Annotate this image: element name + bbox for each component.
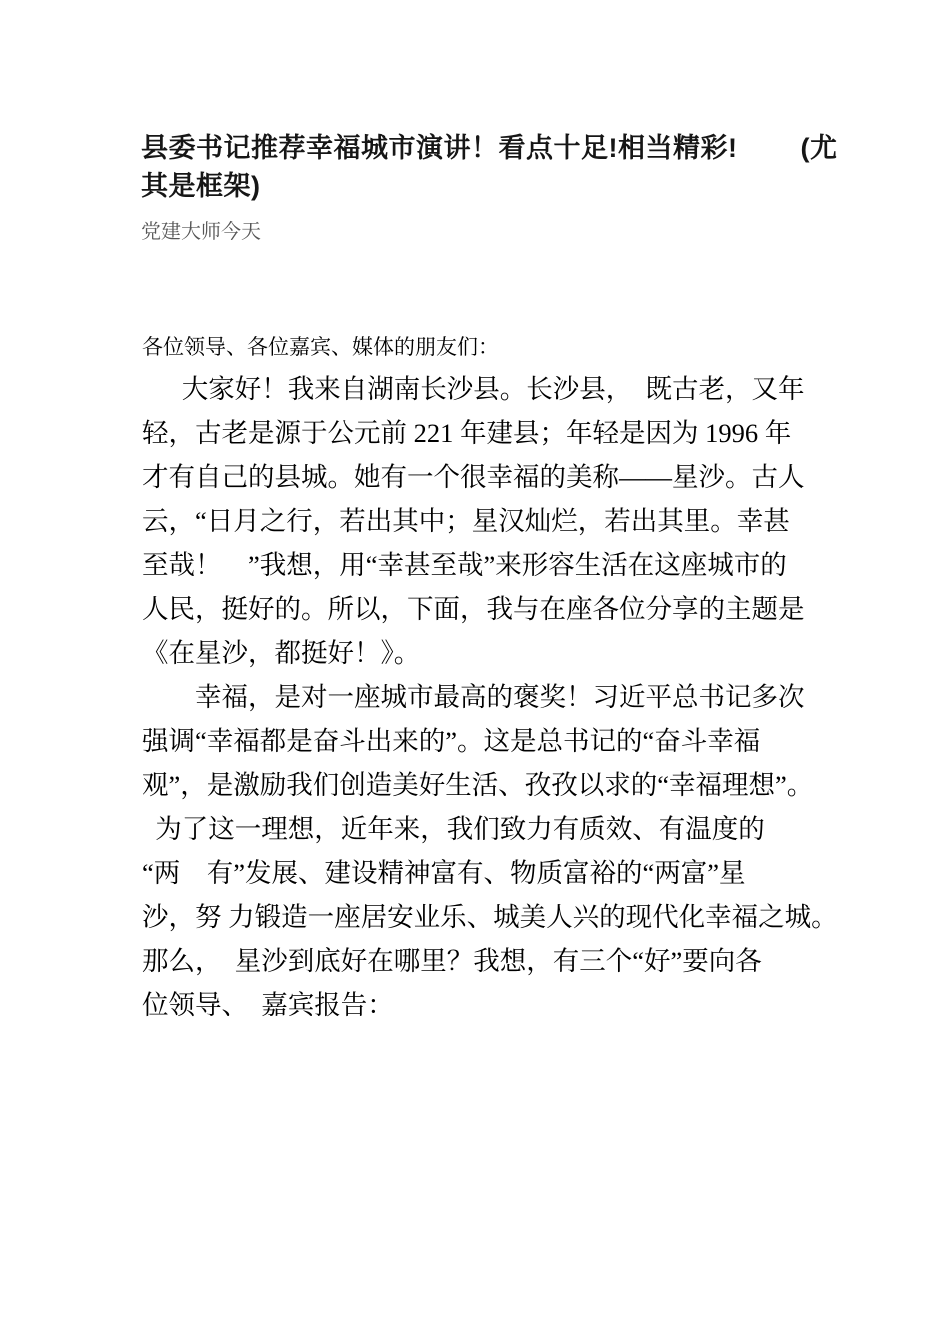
body-line: 大家好！我来自湖南长沙县。长沙县， 既古老，又年 bbox=[142, 374, 805, 404]
body-line: 那么， 星沙到底好在哪里？我想，有三个“好”要向各 bbox=[142, 946, 762, 976]
body-line: 位领导、 嘉宾报告： bbox=[142, 990, 394, 1020]
article-title bbox=[141, 129, 837, 205]
salutation-line: 各位领导、各位嘉宾、媒体的朋友们： bbox=[142, 335, 499, 359]
body-line: “两 有”发展、建设精神富有、物质富裕的“两富”星 bbox=[142, 858, 746, 888]
body-line: 云，“日月之行，若出其中；星汉灿烂，若出其里。幸甚 bbox=[142, 506, 790, 536]
body-line: 《在星沙，都挺好！》。 bbox=[142, 638, 421, 668]
body-line: 才有自己的县城。她有一个很幸福的美称——星沙。古人 bbox=[142, 462, 805, 492]
body-line: 人民，挺好的。所以，下面，我与在座各位分享的主题是 bbox=[142, 594, 805, 624]
article-body bbox=[142, 367, 838, 1027]
body-line: 幸福，是对一座城市最高的褒奖！习近平总书记多次 bbox=[142, 682, 805, 712]
body-line: 观”，是激励我们创造美好生活、孜孜以求的“幸福理想”。 bbox=[142, 770, 814, 800]
body-line: 轻，古老是源于公元前 221 年建县；年轻是因为 1996 年 bbox=[142, 418, 792, 448]
body-line: 为了这一理想，近年来，我们致力有质效、有温度的 bbox=[142, 814, 765, 844]
body-line: 强调“幸福都是奋斗出来的”。这是总书记的“奋斗幸福 bbox=[142, 726, 761, 756]
title-line: 其是框架) bbox=[141, 171, 261, 201]
article-byline: 党建大师今天 bbox=[141, 221, 261, 243]
body-line: 沙，努 力锻造一座居安业乐、城美人兴的现代化幸福之城。 bbox=[142, 902, 838, 932]
title-line: 县委书记推荐幸福城市演讲！看点十足!相当精彩! (尤 bbox=[141, 133, 838, 163]
body-line: 至哉！ ”我想，用“幸甚至哉”来形容生活在这座城市的 bbox=[142, 550, 787, 580]
